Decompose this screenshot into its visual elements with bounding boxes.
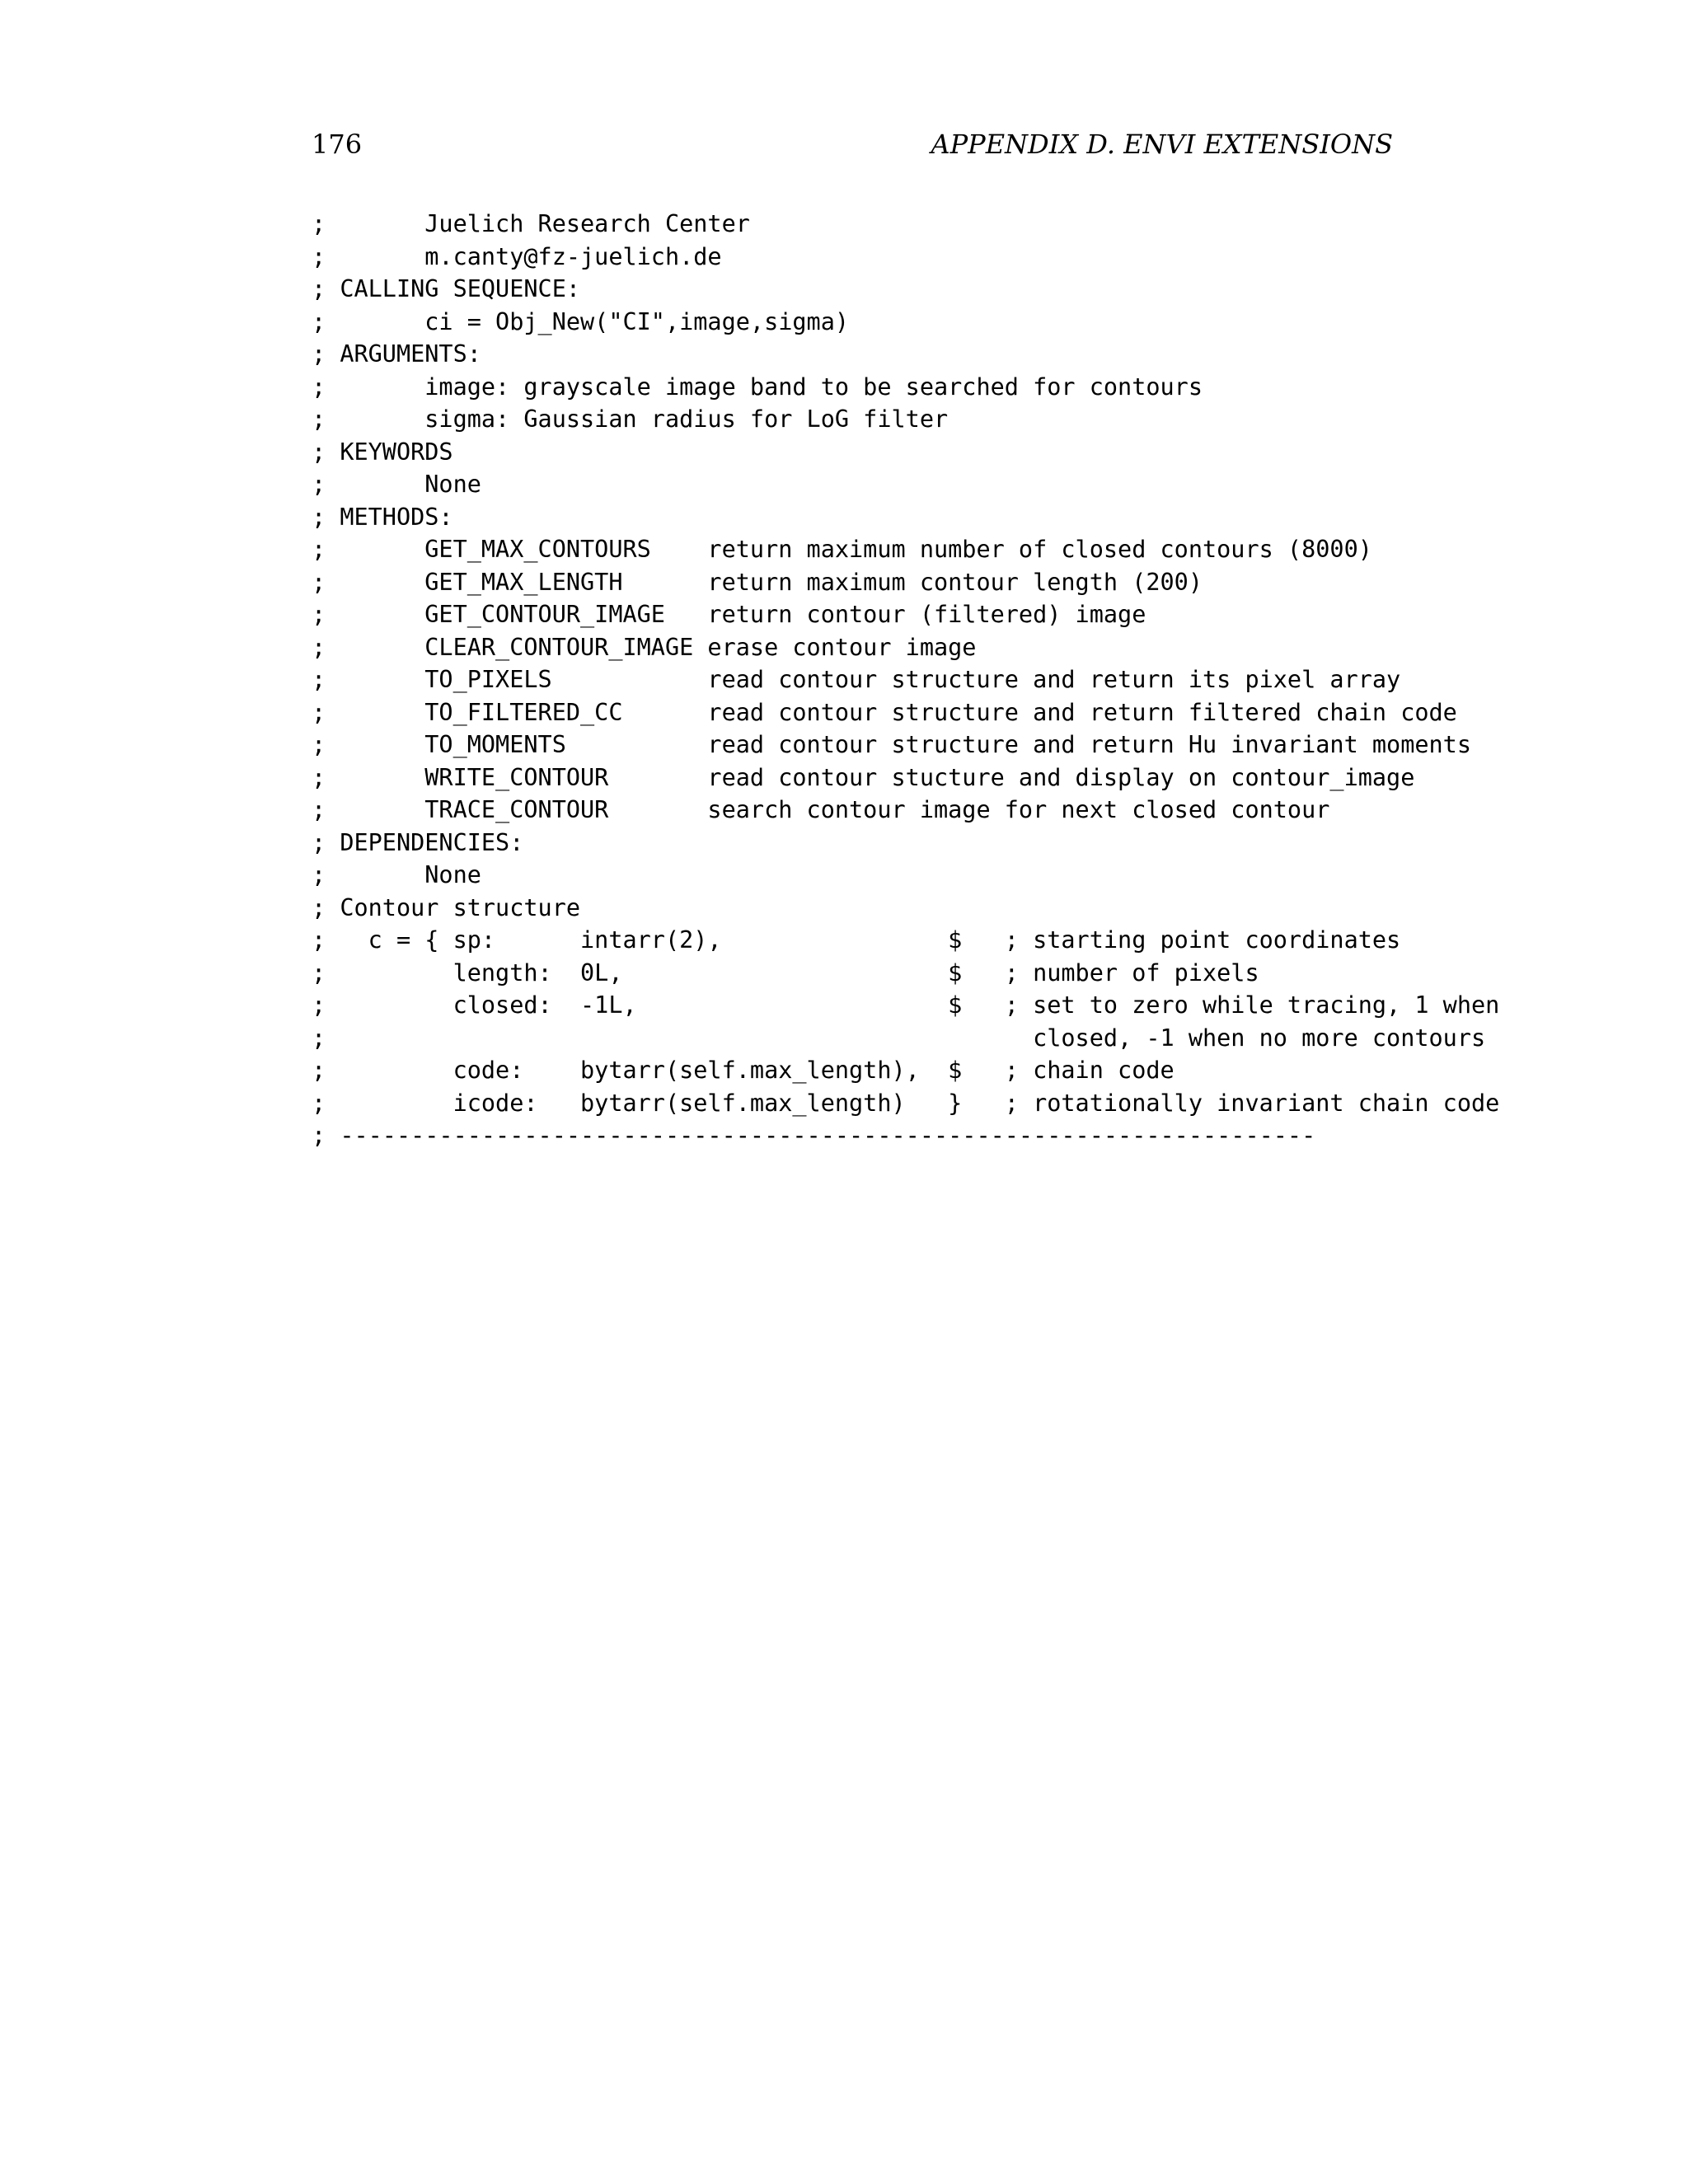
code-line: ; KEYWORDS — [312, 438, 453, 466]
code-line: ; GET_MAX_LENGTH return maximum contour length (200) — [312, 568, 1203, 596]
code-line: ; GET_MAX_CONTOURS return maximum number of closed contours (8000) — [312, 536, 1372, 563]
code-line: ; icode: bytarr(self.max_length) } ; rotationally invariant chain code — [312, 1089, 1500, 1117]
code-line: ; ci = Obj_New("CI",image,sigma) — [312, 307, 850, 335]
code-line: ; None — [312, 471, 481, 498]
code-line: ; length: 0L, $ ; number of pixels — [312, 958, 1259, 987]
code-line: ; CALLING SEQUENCE: — [312, 275, 581, 302]
chapter-title: APPENDIX D. ENVI EXTENSIONS — [931, 129, 1393, 160]
code-line: ; WRITE_CONTOUR read contour stucture and display on contour_image — [312, 763, 1415, 791]
code-line: ; m.canty@fz-juelich.de — [312, 242, 722, 270]
code-line: ; METHODS: — [312, 503, 453, 531]
code-line: ; TO_FILTERED_CC read contour structure and return filtered chain code — [312, 698, 1457, 726]
code-line: ; image: grayscale image band to be searched for contours — [312, 373, 1203, 401]
code-line: ; sigma: Gaussian radius for LoG filter — [312, 405, 949, 433]
page-number: 176 — [312, 129, 363, 160]
code-line: ; Juelich Research Center — [312, 210, 750, 237]
code-line: ; TRACE_CONTOUR search contour image for next closed contour — [312, 796, 1330, 823]
code-line: ; ARGUMENTS: — [312, 340, 481, 368]
code-line: ; CLEAR_CONTOUR_IMAGE erase contour image — [312, 633, 977, 661]
code-line: ; --------------------------------------------------------------------- — [312, 1122, 1316, 1149]
code-line: ; closed: -1L, $ ; set to zero while tracing, 1 when — [312, 991, 1500, 1019]
code-line: ; DEPENDENCIES: — [312, 828, 524, 856]
code-line: ; GET_CONTOUR_IMAGE return contour (filtered) image — [312, 601, 1146, 628]
code-line: ; TO_MOMENTS read contour structure and return Hu invariant moments — [312, 731, 1471, 758]
code-listing — [312, 208, 1499, 1152]
code-line: ; c = { sp: intarr(2), $ ; starting point coordinates — [312, 926, 1401, 954]
code-line: ; None — [312, 861, 481, 888]
code-line: ; Contour structure — [312, 893, 581, 921]
running-head — [312, 124, 1393, 165]
code-line: ; code: bytarr(self.max_length), $ ; chain code — [312, 1057, 1175, 1084]
code-line: ; TO_PIXELS read contour structure and return its pixel array — [312, 666, 1401, 693]
code-line: ; closed, -1 when no more contours — [312, 1024, 1486, 1052]
